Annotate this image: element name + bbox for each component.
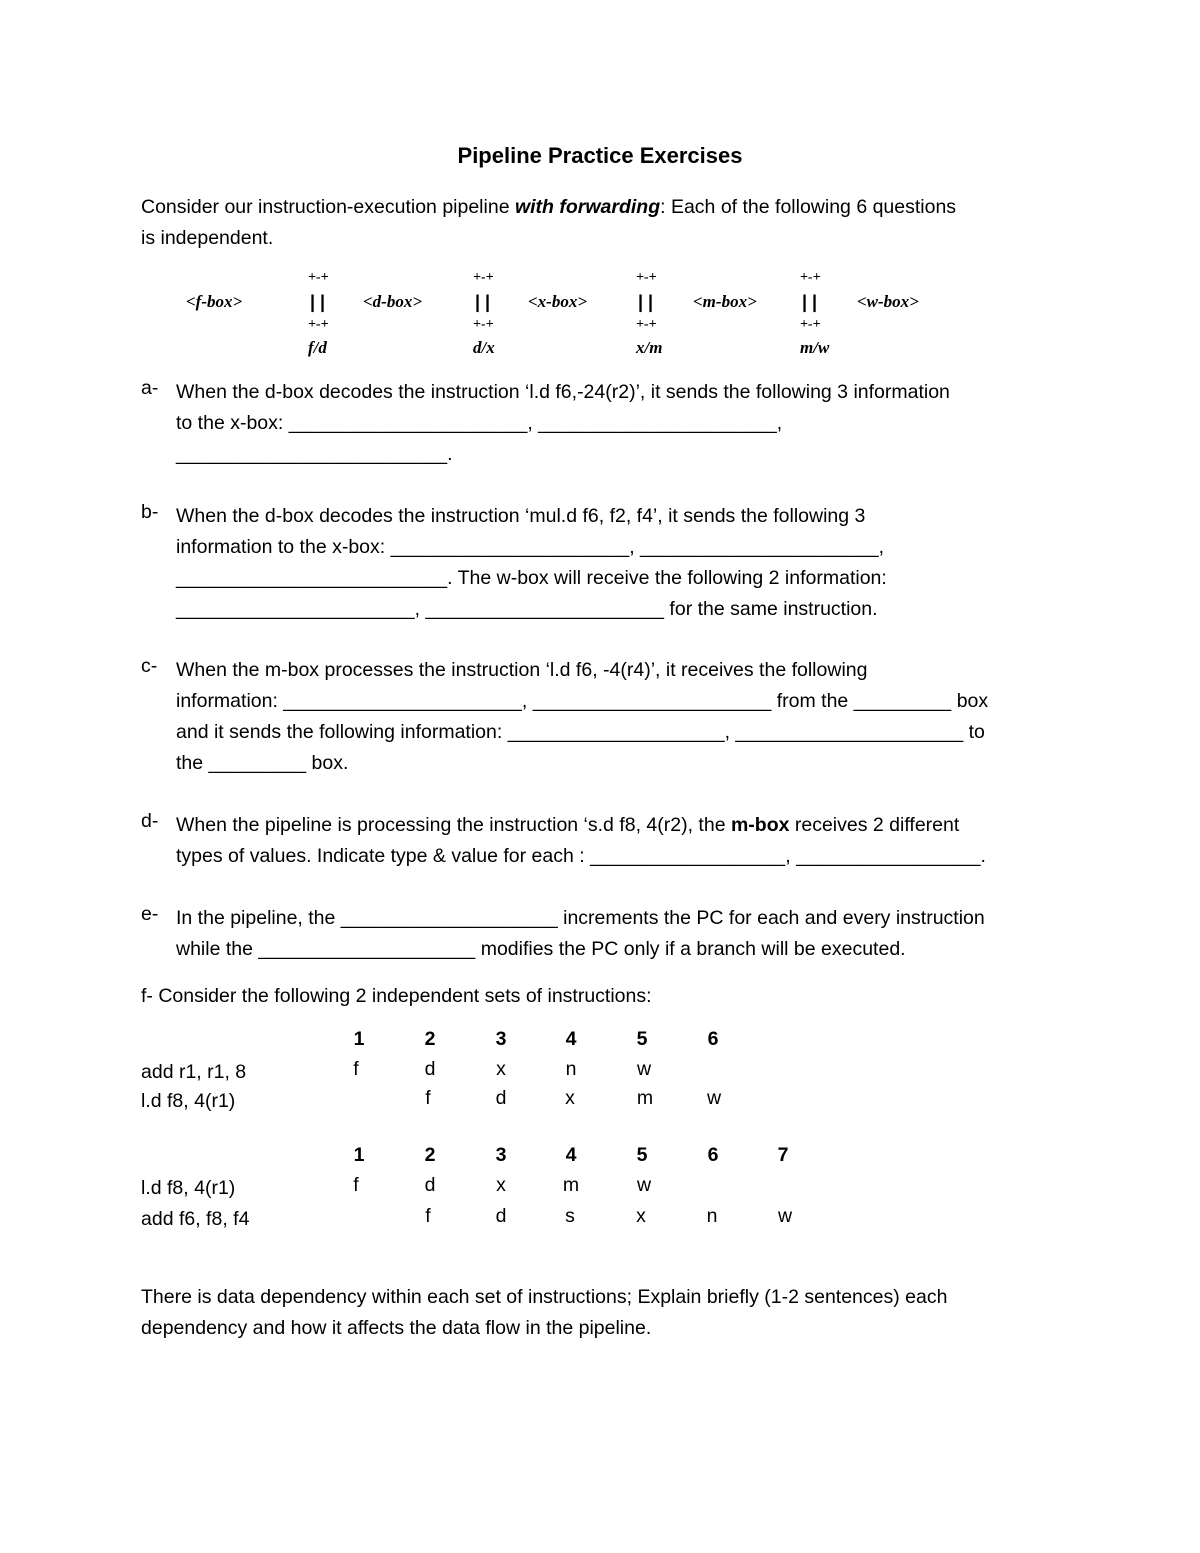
stage-cell: s: [565, 1205, 575, 1227]
stage-cell: f: [353, 1174, 359, 1196]
stage-cell: w: [706, 1087, 722, 1109]
latch-label-d-x: d/x: [473, 338, 495, 357]
stage-cell: x: [636, 1205, 646, 1227]
latch-top: +-+: [308, 270, 329, 285]
question-a: [176, 377, 950, 470]
instruction-label: l.d f8, 4(r1): [141, 1090, 236, 1112]
instruction-label: add r1, r1, 8: [141, 1061, 247, 1083]
question-c-line: When the m-box processes the instruction ‘l.d f6, -4(r4)’, it receives the following: [176, 659, 868, 681]
cycle-header: 3: [495, 1144, 507, 1166]
question-c-line: information: ______________________, ______________________ from the _________ box: [176, 690, 989, 712]
stage-cell: n: [706, 1205, 718, 1227]
question-d-label: d-: [141, 810, 159, 832]
stage-cell: w: [777, 1205, 793, 1227]
latch-bottom: +-+: [800, 317, 821, 332]
stage-cell: d: [495, 1205, 507, 1227]
intro-line-2: is independent.: [141, 227, 274, 249]
latch-label-x-m: x/m: [636, 338, 663, 357]
w-box-label: <w-box>: [857, 292, 919, 311]
question-e: [176, 903, 985, 965]
cycle-header: 2: [424, 1144, 436, 1166]
latch-bottom: +-+: [636, 317, 657, 332]
question-e-label: e-: [141, 903, 159, 925]
stage-cell: w: [636, 1058, 652, 1080]
stage-cell: w: [636, 1174, 652, 1196]
latch-top: +-+: [800, 270, 821, 285]
question-e-line: In the pipeline, the ____________________ increments the PC for each and every instruction: [176, 907, 985, 929]
cycle-header: 5: [636, 1144, 648, 1166]
intro-prefix: Consider our instruction-execution pipeline: [141, 196, 515, 218]
question-d-prefix: When the pipeline is processing the instruction ‘s.d f8, 4(r2), the: [176, 814, 731, 836]
m-box-label: <m-box>: [693, 292, 757, 311]
x-box-label: <x-box>: [528, 292, 588, 311]
question-b-line: _________________________. The w-box will receive the following 2 information:: [176, 567, 887, 589]
cycle-header: 5: [636, 1028, 648, 1050]
question-f-heading: f- Consider the following 2 independent sets of instructions:: [141, 985, 652, 1007]
stage-cell: m: [636, 1087, 654, 1109]
question-b-line: When the d-box decodes the instruction ‘mul.d f6, f2, f4’, it sends the following 3: [176, 505, 866, 527]
question-d-line-2: types of values. Indicate type & value for each : __________________, _________________.: [176, 845, 986, 867]
cycle-header: 2: [424, 1028, 436, 1050]
closing-line-2: dependency and how it affects the data flow in the pipeline.: [141, 1317, 652, 1339]
cycle-header: 4: [565, 1144, 577, 1166]
stage-cell: x: [496, 1174, 506, 1196]
stage-cell: m: [562, 1174, 580, 1196]
cycle-header: 1: [353, 1028, 365, 1050]
intro-emphasis: with forwarding: [514, 196, 661, 218]
latch-bottom: +-+: [473, 317, 494, 332]
latch-top: +-+: [473, 270, 494, 285]
question-a-line: _________________________.: [176, 443, 453, 465]
stage-cell: d: [424, 1058, 436, 1080]
question-d-bold: m-box: [730, 814, 790, 836]
cycle-header: 6: [707, 1144, 719, 1166]
question-b-line: information to the x-box: ______________________, ______________________,: [176, 536, 885, 558]
question-a-label: a-: [141, 377, 159, 399]
question-c: [176, 655, 988, 779]
latch-body: | |: [638, 292, 654, 312]
latch-label-f-d: f/d: [308, 338, 327, 357]
question-c-label: c-: [141, 655, 158, 677]
latch-bottom: +-+: [308, 317, 329, 332]
stage-cell: f: [425, 1087, 431, 1109]
f-box-label: <f-box>: [186, 292, 243, 311]
latch-label-m-w: m/w: [800, 338, 830, 357]
question-e-line: while the ____________________ modifies the PC only if a branch will be executed.: [176, 938, 906, 960]
intro-line-1: [141, 192, 956, 223]
question-c-line: and it sends the following information: ____________________, _____________________ to: [176, 721, 985, 743]
stage-cell: f: [353, 1058, 359, 1080]
latch-body: | |: [475, 292, 491, 312]
stage-cell: d: [495, 1087, 507, 1109]
cycle-header: 6: [707, 1028, 719, 1050]
stage-cell: f: [425, 1205, 431, 1227]
latch-top: +-+: [636, 270, 657, 285]
question-b-label: b-: [141, 501, 159, 523]
page-title: Pipeline Practice Exercises: [457, 143, 743, 168]
question-d: [176, 810, 986, 872]
d-box-label: <d-box>: [363, 292, 423, 311]
intro-suffix: : Each of the following 6 questions: [660, 196, 957, 218]
stage-cell: d: [424, 1174, 436, 1196]
cycle-header: 7: [777, 1144, 789, 1166]
cycle-header: 1: [353, 1144, 365, 1166]
stage-cell: x: [565, 1087, 575, 1109]
latch-body: | |: [802, 292, 818, 312]
stage-cell: x: [496, 1058, 506, 1080]
question-d-suffix: receives 2 different: [789, 814, 960, 836]
cycle-header: 3: [495, 1028, 507, 1050]
question-d-line-1: [176, 810, 986, 841]
stage-cell: n: [565, 1058, 577, 1080]
latch-body: | |: [310, 292, 326, 312]
question-c-line: the _________ box.: [176, 752, 349, 774]
instruction-label: add f6, f8, f4: [141, 1208, 250, 1230]
cycle-header: 4: [565, 1028, 577, 1050]
closing-line-1: There is data dependency within each set of instructions; Explain briefly (1-2 sentences) each: [141, 1286, 948, 1308]
question-a-line: When the d-box decodes the instruction ‘l.d f6,-24(r2)’, it sends the following 3 information: [176, 381, 950, 403]
question-a-line: to the x-box: ______________________, ______________________,: [176, 412, 783, 434]
question-b: [176, 501, 887, 625]
instruction-label: l.d f8, 4(r1): [141, 1177, 236, 1199]
question-b-line: ______________________, ______________________ for the same instruction.: [176, 598, 878, 620]
